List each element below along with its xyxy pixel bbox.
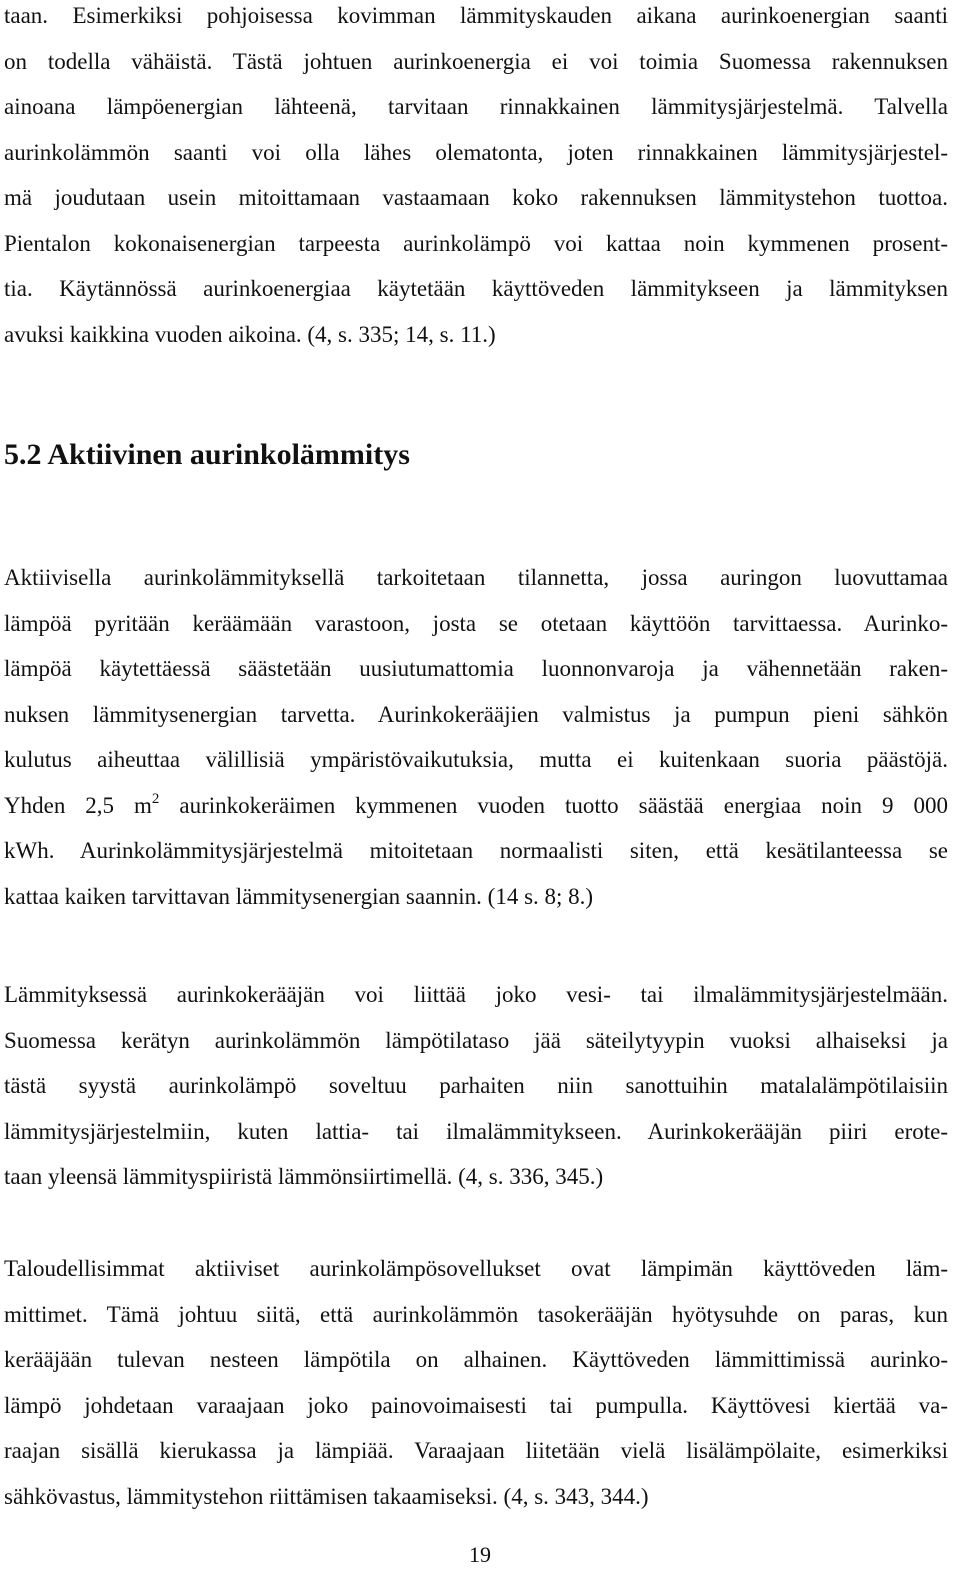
text-line: lämpö johdetaan varaajaan joko painovoimaisesti tai pumpulla. Käyttövesi kiertää va- — [4, 1392, 948, 1418]
text-line: kattaa kaiken tarvittavan lämmitysenergian saannin. (14 s. 8; 8.) — [4, 883, 594, 909]
paragraph-heating-systems — [4, 972, 948, 1200]
text-line: lämpöä pyritään keräämään varastoon, josta se otetaan käyttöön tarvittaessa. Aurinko- — [4, 610, 948, 636]
paragraph-hot-water — [4, 1246, 948, 1519]
text-line: sähkövastus, lämmitystehon riittämisen takaamiseksi. (4, s. 343, 344.) — [4, 1483, 649, 1509]
text-line: kWh. Aurinkolämmitysjärjestelmä mitoitetaan normaalisti siten, että kesätilanteessa se — [4, 838, 948, 863]
text-line: aurinkolämmön saanti voi olla lähes olematonta, joten rinnakkainen lämmitysjärjestel- — [4, 139, 948, 165]
text-line: Aktiivisella aurinkolämmityksellä tarkoitetaan tilannetta, jossa auringon luovuttamaa — [4, 565, 948, 590]
text-line: kulutus aiheuttaa välillisiä ympäristövaikutuksia, mutta ei kuitenkaan suoria päästöjä. — [4, 747, 948, 772]
text-line-with-superscript — [4, 783, 948, 829]
text-line: mä joudutaan usein mitoittamaan vastaamaan koko rakennuksen lämmitystehon tuottoa. — [4, 185, 948, 210]
text-line: tia. Käytännössä aurinkoenergiaa käytetään käyttöveden lämmitykseen ja lämmityksen — [4, 276, 948, 301]
page-number: 19 — [469, 1542, 491, 1567]
text-line: Lämmityksessä aurinkokerääjän voi liittää joko vesi- tai ilmalämmitysjärjestelmään. — [4, 982, 948, 1007]
text-line: Suomessa kerätyn aurinkolämmön lämpötilataso jää säteilytyypin vuoksi alhaiseksi ja — [4, 1027, 948, 1053]
text-line: Taloudellisimmat aktiiviset aurinkolämpösovellukset ovat lämpimän käyttöveden läm- — [4, 1256, 948, 1281]
text-line: nuksen lämmitysenergian tarvetta. Aurinkokerääjien valmistus ja pumpun pieni sähkön — [4, 701, 948, 727]
text-line: taan yleensä lämmityspiiristä lämmönsiirtimellä. (4, s. 336, 345.) — [4, 1164, 604, 1189]
paragraph-active-solar — [4, 555, 948, 919]
text-line: lämmitysjärjestelmiin, kuten lattia- tai ilmalämmitykseen. Aurinkokerääjän piiri erote- — [4, 1118, 948, 1144]
text-segment: aurinkokeräimen kymmenen vuoden tuotto säästää energiaa noin 9 000 — [159, 792, 948, 818]
text-line: on todella vähäistä. Tästä johtuen aurinkoenergia ei voi toimia Suomessa rakennuksen — [4, 48, 948, 74]
text-line: ainoana lämpöenergian lähteenä, tarvitaan rinnakkainen lämmitysjärjestelmä. Talvella — [4, 94, 948, 119]
text-line: Pientalon kokonaisenergian tarpeesta aurinkolämpö voi kattaa noin kymmenen prosent- — [4, 230, 948, 256]
text-line: tästä syystä aurinkolämpö soveltuu parhaiten niin sanottuihin matalalämpötilaisiin — [4, 1073, 948, 1098]
text-line: avuksi kaikkina vuoden aikoina. (4, s. 335; 14, s. 11.) — [4, 321, 496, 347]
section-heading: 5.2 Aktiivinen aurinkolämmitys — [4, 438, 410, 471]
text-line: mittimet. Tämä johtuu siitä, että aurinkolämmön tasokerääjän hyötysuhde on paras, kun — [4, 1301, 948, 1327]
text-line: kerääjään tulevan nesteen lämpötila on alhainen. Käyttöveden lämmittimissä aurinko- — [4, 1347, 948, 1372]
text-line: taan. Esimerkiksi pohjoisessa kovimman lämmityskauden aikana aurinkoenergian saanti — [4, 3, 948, 28]
text-line: raajan sisällä kierukassa ja lämpiää. Varaajaan liitetään vielä lisälämpölaite, esimerkiksi — [4, 1438, 948, 1463]
paragraph-intro — [4, 0, 948, 357]
text-line: lämpöä käytettäessä säästetään uusiutumattomia luonnonvaroja ja vähennetään raken- — [4, 656, 948, 681]
superscript: 2 — [151, 790, 160, 807]
text-segment: Yhden 2,5 m — [4, 792, 152, 818]
